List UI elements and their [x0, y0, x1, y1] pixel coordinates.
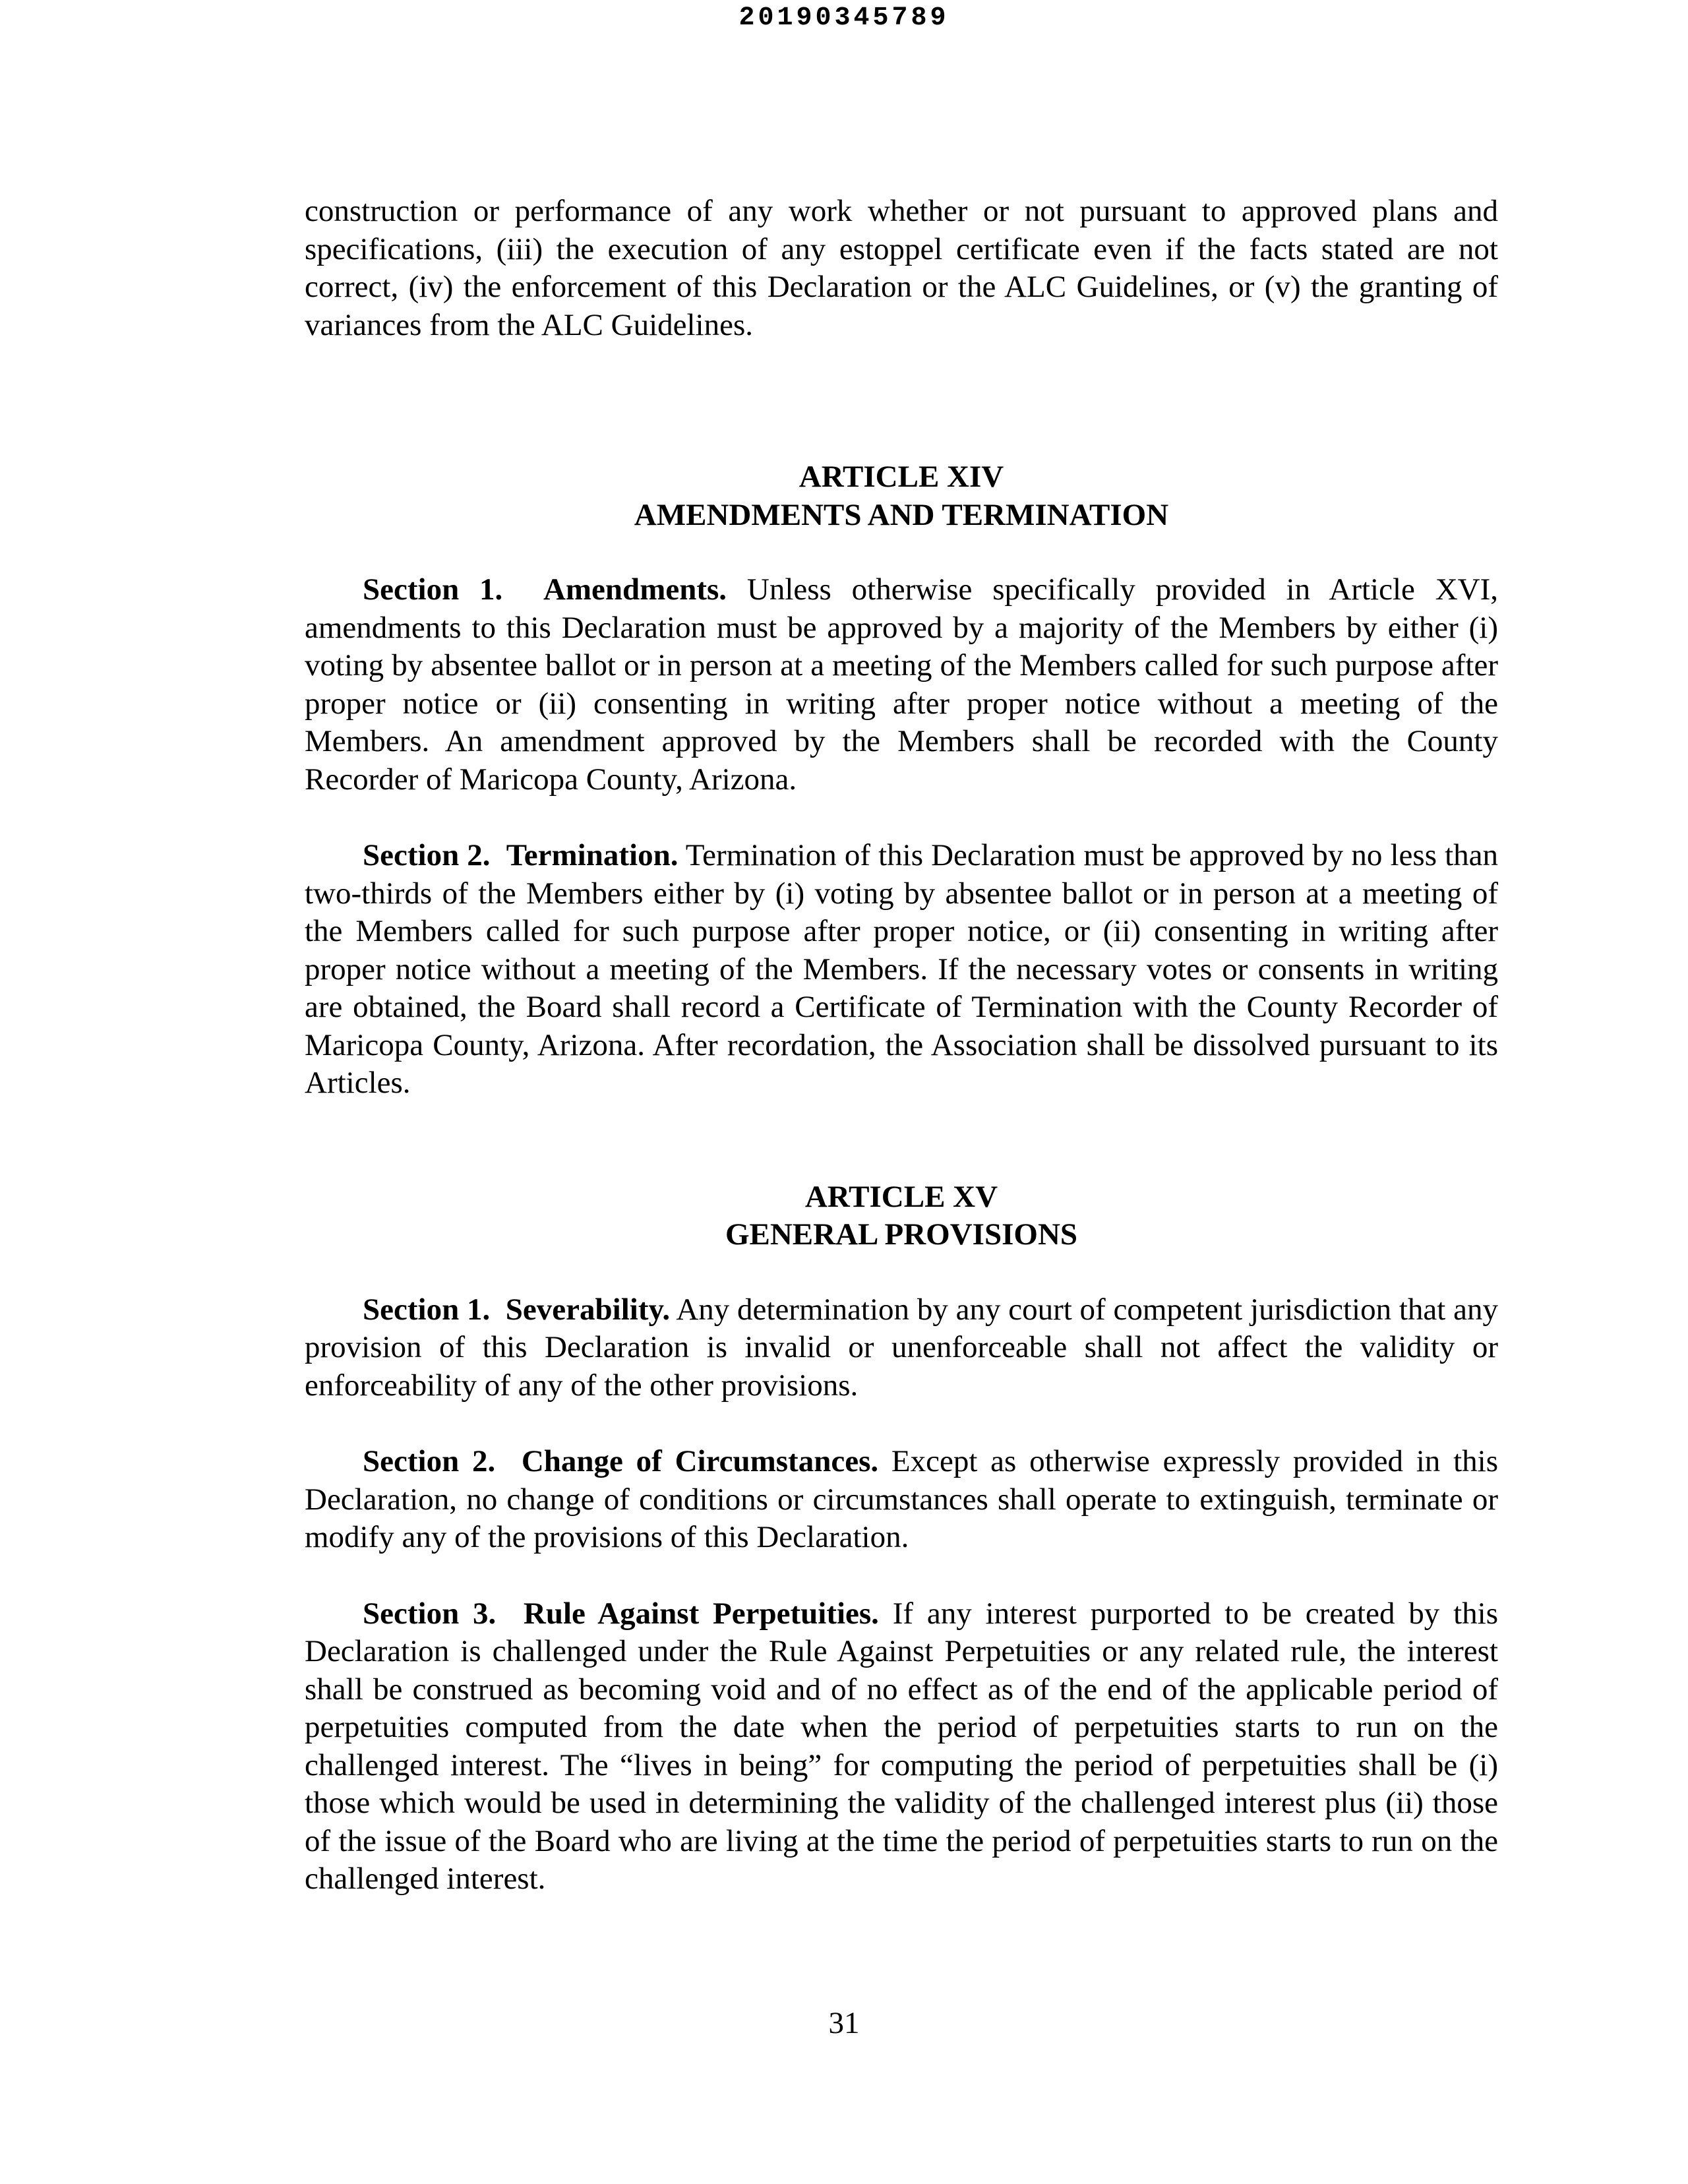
section-label: Section 1. — [363, 572, 503, 607]
page-body — [305, 193, 1498, 1898]
article-14-section-2 — [305, 837, 1498, 1103]
section-title: Severability. — [505, 1292, 671, 1327]
section-label: Section 3. — [363, 1596, 497, 1631]
section-title: Rule Against Perpetuities. — [523, 1596, 879, 1631]
section-text: Except as otherwise expressly provided in this Declaration, no change of conditions or circumstances shall operate to extinguish, terminate or modify any of the provisions of this Declaration. — [305, 1444, 1498, 1554]
section-label: Section 2. — [363, 1444, 496, 1478]
article-14-heading — [305, 458, 1498, 534]
section-text: Any determination by any court of competent jurisdiction that any provision of this Declaration is invalid or unenforceable shall not affect the validity or enforceability of any of the other provisions. — [305, 1292, 1498, 1403]
article-15-section-1 — [305, 1291, 1498, 1405]
section-title: Change of Circumstances. — [521, 1444, 879, 1478]
article-14-section-1 — [305, 571, 1498, 799]
section-label: Section 2. — [363, 838, 491, 872]
article-15-section-2 — [305, 1443, 1498, 1557]
section-text: Unless otherwise specifically provided in Article XVI, amendments to this Declaration must be approved by a majority of the Members by either (i) voting by absentee ballot or in person at a meeting of the Members called for such purpose after proper notice or (ii) consenting in writing after proper notice without a meeting of the Members. An amendment approved by the Members shall be recorded with the County Recorder of Maricopa County, Arizona. — [305, 572, 1498, 797]
section-label: Section 1. — [363, 1292, 491, 1327]
article-14-title: AMENDMENTS AND TERMINATION — [634, 497, 1169, 532]
article-15-number: ARTICLE XV — [804, 1179, 998, 1214]
intro-paragraph: construction or performance of any work whether or not pursuant to approved plans and specifications, (iii) the execution of any estoppel certificate even if the facts stated are not correct, (iv) the enforcement of this Declaration or the ALC Guidelines, or (v) the granting of variances from the ALC Guidelines. — [305, 194, 1498, 342]
recording-number: 20190345789 — [738, 3, 950, 33]
section-text: If any interest purported to be created by this Declaration is challenged under the Rule Against Perpetuities or any related rule, the interest shall be construed as becoming void and of no effect as of the end of the applicable period of perpetuities computed from the date when the period of perpetuities starts to run on the challenged interest. The “lives in being” for computing the period of perpetuities shall be (i) those which would be used in determining the validity of the challenged interest plus (ii) those of the issue of the Board who are living at the time the period of perpetuities starts to run on the challenged interest. — [305, 1596, 1499, 1896]
section-text: Termination of this Declaration must be approved by no less than two-thirds of the Members either by (i) voting by absentee ballot or in person at a meeting of the Members called for such purpose after proper notice, or (ii) consenting in writing after proper notice without a meeting of the Members. If the necessary votes or consents in writing are obtained, the Board shall record a Certificate of Termination with the County Recorder of Maricopa County, Arizona. After recordation, the Association shall be dissolved pursuant to its Articles. — [305, 838, 1498, 1100]
section-title: Amendments. — [543, 572, 727, 607]
page-number: 31 — [828, 2006, 860, 2040]
article-15-title: GENERAL PROVISIONS — [725, 1217, 1078, 1252]
article-15-heading — [305, 1178, 1498, 1254]
section-title: Termination. — [506, 838, 678, 872]
article-15-section-3 — [305, 1595, 1498, 1898]
article-14-number: ARTICLE XIV — [799, 460, 1004, 494]
